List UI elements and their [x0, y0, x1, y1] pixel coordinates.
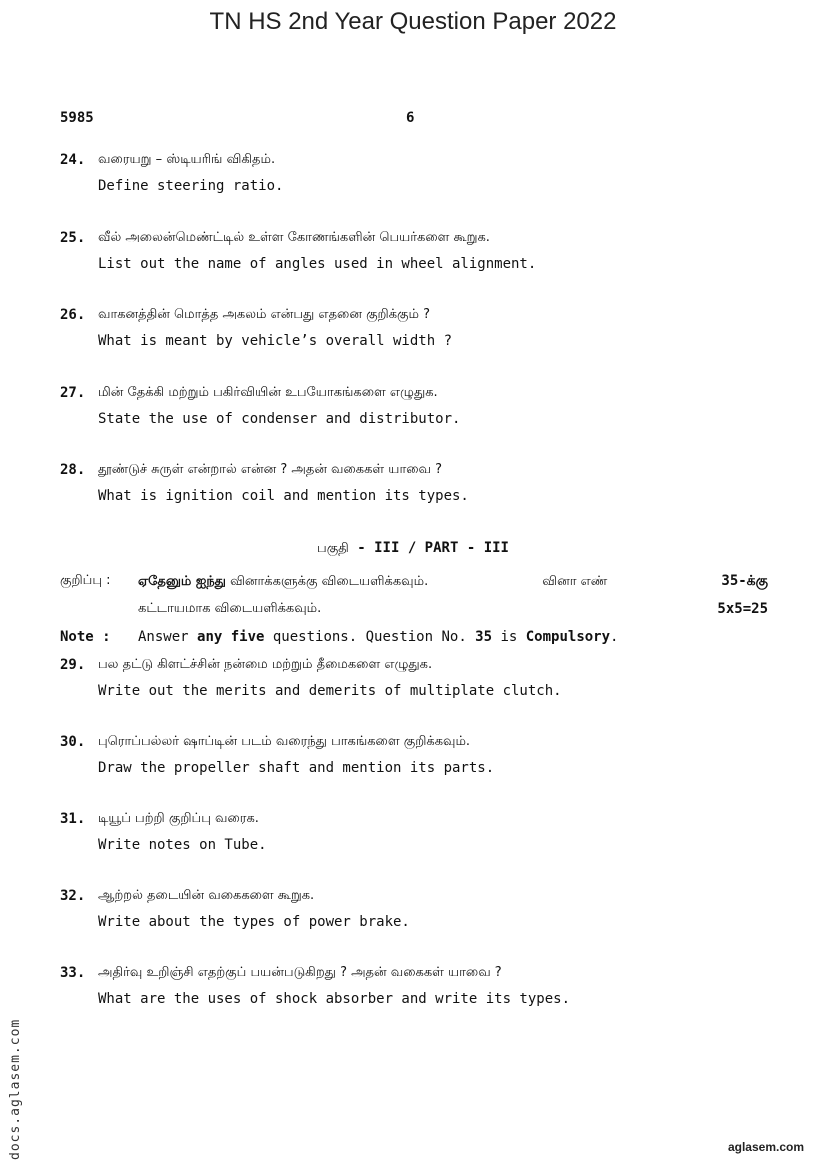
question-number: 24.: [60, 152, 86, 168]
instruction-question-number: 35-க்கு: [721, 573, 768, 589]
question-text-english: Define steering ratio.: [98, 178, 284, 194]
question-text-english: State the use of condenser and distributor.: [98, 411, 461, 427]
question-number: 29.: [60, 657, 86, 673]
question-text-tamil: புரொப்பல்லர் ஷாப்டின் படம் வரைந்து பாகங்களை குறிக்கவும்.: [98, 734, 471, 749]
note-emphasis: any five: [197, 629, 265, 645]
part-heading-english: - III / PART - III: [348, 540, 509, 556]
page-banner-title: TN HS 2nd Year Question Paper 2022: [209, 8, 617, 35]
instruction-emphasis: ஏதேனும் ஐந்து: [138, 574, 226, 589]
note-segment: Answer: [138, 629, 198, 645]
question-text-english: Write about the types of power brake.: [98, 914, 410, 930]
question-number: 27.: [60, 385, 86, 401]
note-emphasis: Compulsory: [525, 629, 611, 645]
question-number: 32.: [60, 888, 86, 904]
note-segment: questions. Question No.: [264, 629, 476, 645]
question-number: 25.: [60, 230, 86, 246]
page-number: 6: [406, 110, 415, 126]
question-text-english: Write notes on Tube.: [98, 837, 267, 853]
note-emphasis: 35: [475, 629, 493, 645]
marks-allocation: 5x5=25: [717, 601, 768, 617]
question-text-english: Write out the merits and demerits of multiplate clutch.: [98, 683, 562, 699]
instruction-label: குறிப்பு :: [60, 573, 111, 588]
question-text-english: Draw the propeller shaft and mention its parts.: [98, 760, 495, 776]
instruction-line-1: [138, 573, 768, 591]
question-text-tamil: தூண்டுச் சுருள் என்றால் என்ன ? அதன் வகைகள் யாவை ?: [98, 462, 443, 477]
part-heading-tamil: பகுதி: [317, 541, 349, 556]
question-text-english: List out the name of angles used in wheel alignment.: [98, 256, 537, 272]
instruction-text-b: வினா எண்: [542, 574, 608, 589]
part-heading: [0, 540, 826, 557]
note-label: Note :: [60, 629, 111, 645]
corner-watermark: aglasem.com: [727, 1140, 804, 1154]
paper-code: 5985: [60, 110, 94, 126]
question-text-english: What are the uses of shock absorber and write its types.: [98, 991, 571, 1007]
question-text-tamil: அதிர்வு உறிஞ்சி எதற்குப் பயன்படுகிறது ? அதன் வகைகள் யாவை ?: [98, 965, 502, 980]
question-number: 30.: [60, 734, 86, 750]
question-text-tamil: டியூப் பற்றி குறிப்பு வரைக.: [98, 811, 259, 826]
question-number: 26.: [60, 307, 86, 323]
question-text-english: What is ignition coil and mention its types.: [98, 488, 469, 504]
question-text-tamil: பல தட்டு கிளட்ச்சின் நன்மை மற்றும் தீமைகளை எழுதுக.: [98, 657, 433, 672]
instruction-line-2: கட்டாயமாக விடையளிக்கவும்.: [138, 601, 322, 616]
side-watermark: docs.aglasem.com: [8, 1018, 23, 1160]
note-segment: is: [492, 629, 526, 645]
note-text: [138, 629, 618, 645]
note-segment: .: [610, 629, 619, 645]
question-number: 28.: [60, 462, 86, 478]
question-number: 31.: [60, 811, 86, 827]
question-text-tamil: மின் தேக்கி மற்றும் பகிர்வியின் உபயோகங்களை எழுதுக.: [98, 385, 438, 400]
question-text-tamil: வாகனத்தின் மொத்த அகலம் என்பது எதனை குறிக்கும் ?: [98, 307, 431, 322]
instruction-text-a: வினாக்களுக்கு விடையளிக்கவும்.: [225, 574, 429, 589]
question-text-tamil: வீல் அலைன்மெண்ட்டில் உள்ள கோணங்களின் பெயர்களை கூறுக.: [98, 230, 490, 245]
question-text-tamil: ஆற்றல் தடையின் வகைகளை கூறுக.: [98, 888, 315, 903]
question-text-tamil: வரையறு – ஸ்டியரிங் விகிதம்.: [98, 152, 276, 167]
question-text-english: What is meant by vehicle’s overall width ?: [98, 333, 453, 349]
question-number: 33.: [60, 965, 86, 981]
